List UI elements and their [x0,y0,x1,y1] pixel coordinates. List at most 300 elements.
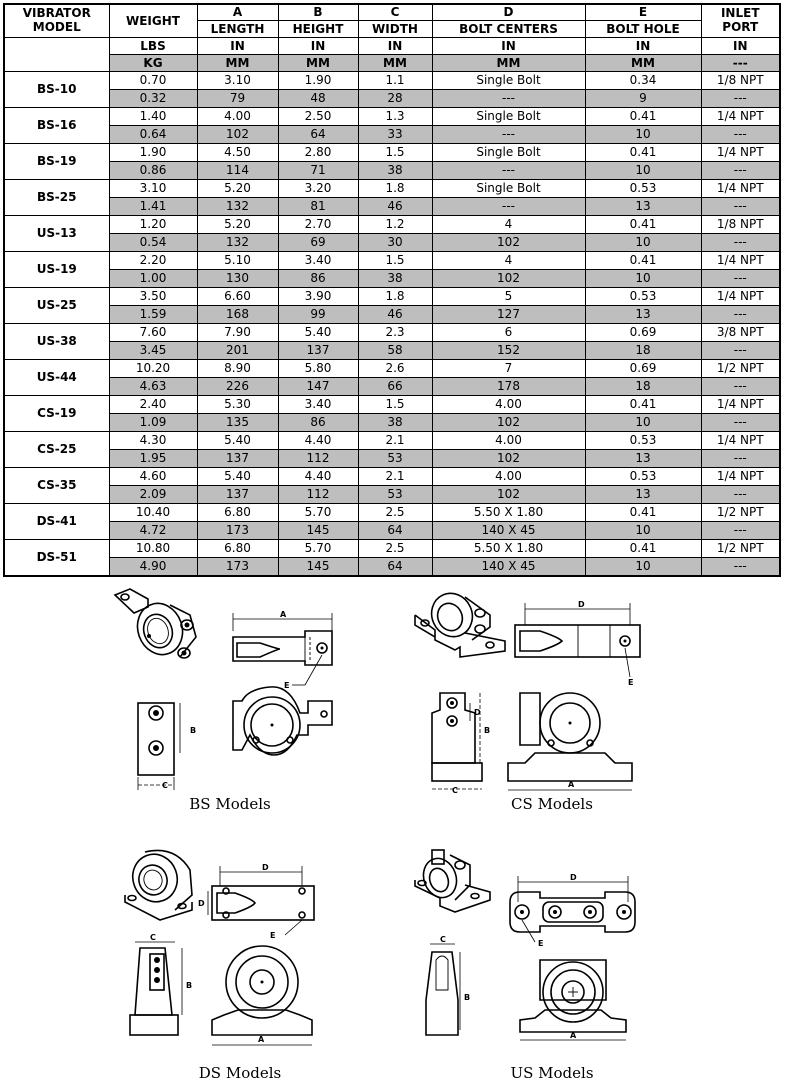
unit-cell: IN [197,37,278,54]
table-cell: 81 [278,197,358,215]
table-cell: 1/8 NPT [701,215,780,233]
unit-cell: LBS [109,37,197,54]
table-cell: 3.20 [278,179,358,197]
table-cell: 5.10 [197,251,278,269]
cs-dim-d-side: D [474,708,481,717]
table-row [4,197,780,215]
table-cell: 69 [278,233,358,251]
table-cell: 10 [585,557,701,576]
model-cell: DS-51 [4,539,109,576]
table-cell: 1.2 [358,215,432,233]
table-cell: 102 [432,413,585,431]
table-row [4,539,780,557]
table-row [4,359,780,377]
table-cell: 9 [585,89,701,107]
unit-cell: MM [197,54,278,71]
table-cell: 1.09 [109,413,197,431]
table-cell: --- [432,161,585,179]
table-cell: 1.5 [358,251,432,269]
unit-cell: IN [432,37,585,54]
table-cell: --- [701,341,780,359]
table-cell: 135 [197,413,278,431]
ds-dim-e: E [270,931,276,940]
table-cell: 145 [278,521,358,539]
table-cell: 0.53 [585,179,701,197]
model-cell: US-38 [4,323,109,359]
model-cell: CS-19 [4,395,109,431]
table-row [4,377,780,395]
table-row [4,323,780,341]
table-cell: 2.50 [278,107,358,125]
table-cell: --- [701,269,780,287]
table-cell: --- [701,485,780,503]
table-cell: 137 [197,449,278,467]
unit-cell: IN [358,37,432,54]
cs-dim-e: E [628,678,634,687]
vibrator-spec-table [3,3,781,577]
ds-front-view [212,946,312,1045]
header-letter-a: A [197,4,278,20]
table-cell: 0.64 [109,125,197,143]
table-cell: --- [701,521,780,539]
bs-front-view [233,687,332,755]
unit-cell: IN [585,37,701,54]
ds-drawing [120,840,360,1080]
header-width: WIDTH [358,20,432,37]
table-cell: --- [701,305,780,323]
table-cell: 0.69 [585,323,701,341]
table-cell: 4.63 [109,377,197,395]
table-cell: Single Bolt [432,143,585,161]
table-cell: 4.30 [109,431,197,449]
table-cell: 132 [197,233,278,251]
table-cell: 66 [358,377,432,395]
table-cell: 10.20 [109,359,197,377]
table-cell: 168 [197,305,278,323]
header-height: HEIGHT [278,20,358,37]
table-cell: 0.41 [585,143,701,161]
table-cell: 0.41 [585,251,701,269]
table-cell: 38 [358,413,432,431]
table-cell: 4.72 [109,521,197,539]
table-cell: 1.8 [358,179,432,197]
table-cell: 64 [358,521,432,539]
bs-drawing [100,585,360,820]
cs-caption: CS Models [511,795,593,813]
table-cell: 18 [585,377,701,395]
table-cell: 0.54 [109,233,197,251]
table-cell: 102 [197,125,278,143]
table-cell: 58 [358,341,432,359]
table-cell: Single Bolt [432,179,585,197]
table-cell: 64 [358,557,432,576]
cs-dim-d: D [578,600,585,609]
ds-models-diagram [120,840,360,1080]
table-cell: --- [701,413,780,431]
us-front-view [520,960,626,1040]
table-cell: 33 [358,125,432,143]
table-cell: 46 [358,305,432,323]
cs-models-diagram [410,585,670,820]
table-cell: 10 [585,125,701,143]
table-cell: 1/4 NPT [701,143,780,161]
table-cell: 3.10 [109,179,197,197]
table-cell: 4.00 [432,431,585,449]
table-cell: --- [701,377,780,395]
table-cell: 6.60 [197,287,278,305]
table-cell: 38 [358,269,432,287]
cs-dim-b: B [484,726,491,735]
model-cell: US-25 [4,287,109,323]
cs-side-view [432,693,490,795]
table-cell: --- [432,125,585,143]
table-cell: 10 [585,521,701,539]
table-cell: 5.70 [278,503,358,521]
table-cell: 114 [197,161,278,179]
table-cell: 1.20 [109,215,197,233]
table-cell: 3/8 NPT [701,323,780,341]
us-iso-view [415,850,490,912]
table-cell: 5.50 X 1.80 [432,539,585,557]
table-cell: 3.90 [278,287,358,305]
table-row [4,521,780,539]
table-cell: 86 [278,269,358,287]
table-cell: 137 [197,485,278,503]
table-cell: 1/2 NPT [701,539,780,557]
table-cell: 130 [197,269,278,287]
table-cell: 0.69 [585,359,701,377]
unit-cell: MM [585,54,701,71]
ds-dim-c: C [150,933,156,942]
table-cell: 10 [585,161,701,179]
table-cell: 1/4 NPT [701,467,780,485]
table-cell: 86 [278,413,358,431]
table-cell: --- [701,161,780,179]
header-letter-b: B [278,4,358,20]
table-cell: 5.20 [197,215,278,233]
model-cell: BS-19 [4,143,109,179]
table-cell: 1.3 [358,107,432,125]
table-cell: 178 [432,377,585,395]
table-cell: 28 [358,89,432,107]
table-body [4,71,780,576]
table-cell: 64 [278,125,358,143]
us-drawing [410,840,670,1080]
header-model [4,4,109,37]
header-bolt-centers: BOLT CENTERS [432,20,585,37]
bs-dim-c: C [162,781,168,790]
table-cell: 1/4 NPT [701,287,780,305]
table-cell: 5.80 [278,359,358,377]
table-cell: 4 [432,215,585,233]
table-cell: 147 [278,377,358,395]
model-cell: US-19 [4,251,109,287]
bs-dim-a: A [280,610,287,619]
table-cell: 71 [278,161,358,179]
table-cell: --- [701,197,780,215]
unit-cell: MM [358,54,432,71]
table-cell: 13 [585,305,701,323]
table-cell: 2.3 [358,323,432,341]
table-cell: 13 [585,197,701,215]
table-cell: 1.90 [109,143,197,161]
model-cell: CS-25 [4,431,109,467]
table-cell: 1.5 [358,395,432,413]
table-cell: 140 X 45 [432,557,585,576]
us-dim-c: C [440,935,446,944]
header-model-label: VIBRATOR MODEL [22,5,91,34]
table-cell: 0.53 [585,431,701,449]
table-cell: 102 [432,449,585,467]
table-cell: 1.95 [109,449,197,467]
table-cell: 3.50 [109,287,197,305]
table-cell: 2.5 [358,503,432,521]
table-cell: 4.00 [432,467,585,485]
table-cell: 6.80 [197,539,278,557]
table-cell: 152 [432,341,585,359]
table-cell: 102 [432,233,585,251]
ds-caption: DS Models [198,1064,282,1082]
table-cell: 13 [585,485,701,503]
us-top-view [510,873,635,948]
ds-dim-a: A [258,1035,265,1044]
model-cell: DS-41 [4,503,109,539]
table-row [4,395,780,413]
table-row [4,179,780,197]
ds-top-view [198,863,314,940]
table-cell: 112 [278,485,358,503]
table-cell: 2.70 [278,215,358,233]
table-cell: 46 [358,197,432,215]
unit-cell: MM [278,54,358,71]
model-cell: US-13 [4,215,109,251]
cs-dim-a: A [568,780,575,789]
table-cell: 1/4 NPT [701,179,780,197]
table-cell: --- [701,449,780,467]
table-cell: 2.20 [109,251,197,269]
table-cell: 38 [358,161,432,179]
table-cell: 4.50 [197,143,278,161]
table-cell: 6 [432,323,585,341]
table-cell: 30 [358,233,432,251]
table-cell: 137 [278,341,358,359]
ds-dim-b: B [186,981,193,990]
table-row [4,467,780,485]
table-row [4,215,780,233]
table-cell: 0.70 [109,71,197,89]
header-letter-e: E [585,4,701,20]
table-cell: 10 [585,413,701,431]
table-cell: 0.34 [585,71,701,89]
table-cell: 1.8 [358,287,432,305]
table-cell: 201 [197,341,278,359]
table-cell: 5.50 X 1.80 [432,503,585,521]
us-dim-a: A [570,1031,577,1040]
table-cell: 4.60 [109,467,197,485]
table-cell: 10 [585,233,701,251]
us-dim-e: E [538,939,544,948]
table-cell: 0.53 [585,287,701,305]
table-cell: 0.53 [585,467,701,485]
table-cell: 2.1 [358,431,432,449]
table-cell: --- [701,557,780,576]
table-cell: 0.41 [585,215,701,233]
table-row [4,143,780,161]
us-dim-b: B [464,993,471,1002]
header-letter-d: D [432,4,585,20]
table-cell: 4.00 [432,395,585,413]
table-cell: 173 [197,557,278,576]
table-row [4,449,780,467]
table-cell: 1/8 NPT [701,71,780,89]
table-row [4,503,780,521]
bs-iso-view [115,589,196,661]
table-cell: 0.32 [109,89,197,107]
header-units-imperial [4,37,780,54]
table-cell: 4.40 [278,467,358,485]
unit-cell: IN [701,37,780,54]
table-cell: 5.40 [197,467,278,485]
table-cell: 53 [358,449,432,467]
table-cell: --- [701,125,780,143]
table-cell: 5.20 [197,179,278,197]
table-row [4,431,780,449]
table-cell: 10 [585,269,701,287]
table-cell: 79 [197,89,278,107]
bs-models-diagram [100,585,360,820]
table-row [4,287,780,305]
unit-cell: MM [432,54,585,71]
header-weight: WEIGHT [109,4,197,37]
cs-dim-c: C [452,786,458,795]
us-caption: US Models [510,1064,594,1082]
table-cell: 4 [432,251,585,269]
table-row [4,89,780,107]
table-cell: Single Bolt [432,107,585,125]
table-cell: 53 [358,485,432,503]
table-cell: 3.40 [278,395,358,413]
us-dim-d: D [570,873,577,882]
table-cell: 99 [278,305,358,323]
table-cell: 48 [278,89,358,107]
table-cell: 5 [432,287,585,305]
cs-front-view [508,693,632,790]
table-row [4,251,780,269]
table-cell: --- [701,233,780,251]
unit-blank-cell [4,37,109,71]
table-cell: 2.1 [358,467,432,485]
table-cell: 1.90 [278,71,358,89]
table-cell: 1/2 NPT [701,503,780,521]
table-cell: 127 [432,305,585,323]
table-cell: 1/2 NPT [701,359,780,377]
unit-cell: IN [278,37,358,54]
table-row [4,161,780,179]
table-cell: 226 [197,377,278,395]
table-cell: 1.59 [109,305,197,323]
table-row [4,269,780,287]
table-cell: 140 X 45 [432,521,585,539]
table-cell: 1.00 [109,269,197,287]
bs-side-view [138,703,196,790]
ds-dim-d: D [262,863,269,872]
table-row [4,305,780,323]
table-row [4,557,780,576]
table-cell: 112 [278,449,358,467]
unit-cell: KG [109,54,197,71]
table-cell: 10.40 [109,503,197,521]
table-cell: 2.6 [358,359,432,377]
table-cell: 13 [585,449,701,467]
table-cell: 1/4 NPT [701,431,780,449]
table-cell: 102 [432,269,585,287]
cs-iso-view [415,587,505,657]
model-cell: CS-35 [4,467,109,503]
table-row [4,233,780,251]
table-cell: 1/4 NPT [701,251,780,269]
table-cell: 1.5 [358,143,432,161]
table-row [4,341,780,359]
model-cell: BS-16 [4,107,109,143]
table-cell: 3.45 [109,341,197,359]
header-length: LENGTH [197,20,278,37]
bs-dim-e: E [284,681,290,690]
table-cell: 5.40 [278,323,358,341]
header-units-metric [4,54,780,71]
bs-top-view [233,610,332,690]
table-cell: 10.80 [109,539,197,557]
unit-cell: --- [701,54,780,71]
us-models-diagram [410,840,670,1080]
table-cell: 4.90 [109,557,197,576]
table-cell: 0.86 [109,161,197,179]
table-cell: 7.90 [197,323,278,341]
table-cell: 0.41 [585,503,701,521]
cs-drawing [410,585,670,820]
table-cell: 0.41 [585,107,701,125]
table-cell: 173 [197,521,278,539]
table-cell: 1/4 NPT [701,107,780,125]
header-letter-c: C [358,4,432,20]
table-cell: 2.09 [109,485,197,503]
table-row [4,107,780,125]
table-cell: 5.40 [197,431,278,449]
header-inlet-port [701,4,780,37]
table-cell: 4.40 [278,431,358,449]
table-row [4,71,780,89]
table-row [4,125,780,143]
table-cell: 5.70 [278,539,358,557]
table-cell: 2.5 [358,539,432,557]
table-cell: 1.40 [109,107,197,125]
table-cell: 7 [432,359,585,377]
table-cell: --- [701,89,780,107]
table-cell: 132 [197,197,278,215]
table-cell: 145 [278,557,358,576]
header-inlet-port-label: INLET PORT [720,5,760,34]
table-cell: 1.41 [109,197,197,215]
table-cell: 3.10 [197,71,278,89]
model-cell: US-44 [4,359,109,395]
ds-dim-d-side: D [198,899,205,908]
table-row [4,485,780,503]
table-cell: Single Bolt [432,71,585,89]
table-cell: 18 [585,341,701,359]
table-cell: 4.00 [197,107,278,125]
table-cell: 0.41 [585,395,701,413]
bs-dim-b: B [190,726,197,735]
table-cell: --- [432,197,585,215]
